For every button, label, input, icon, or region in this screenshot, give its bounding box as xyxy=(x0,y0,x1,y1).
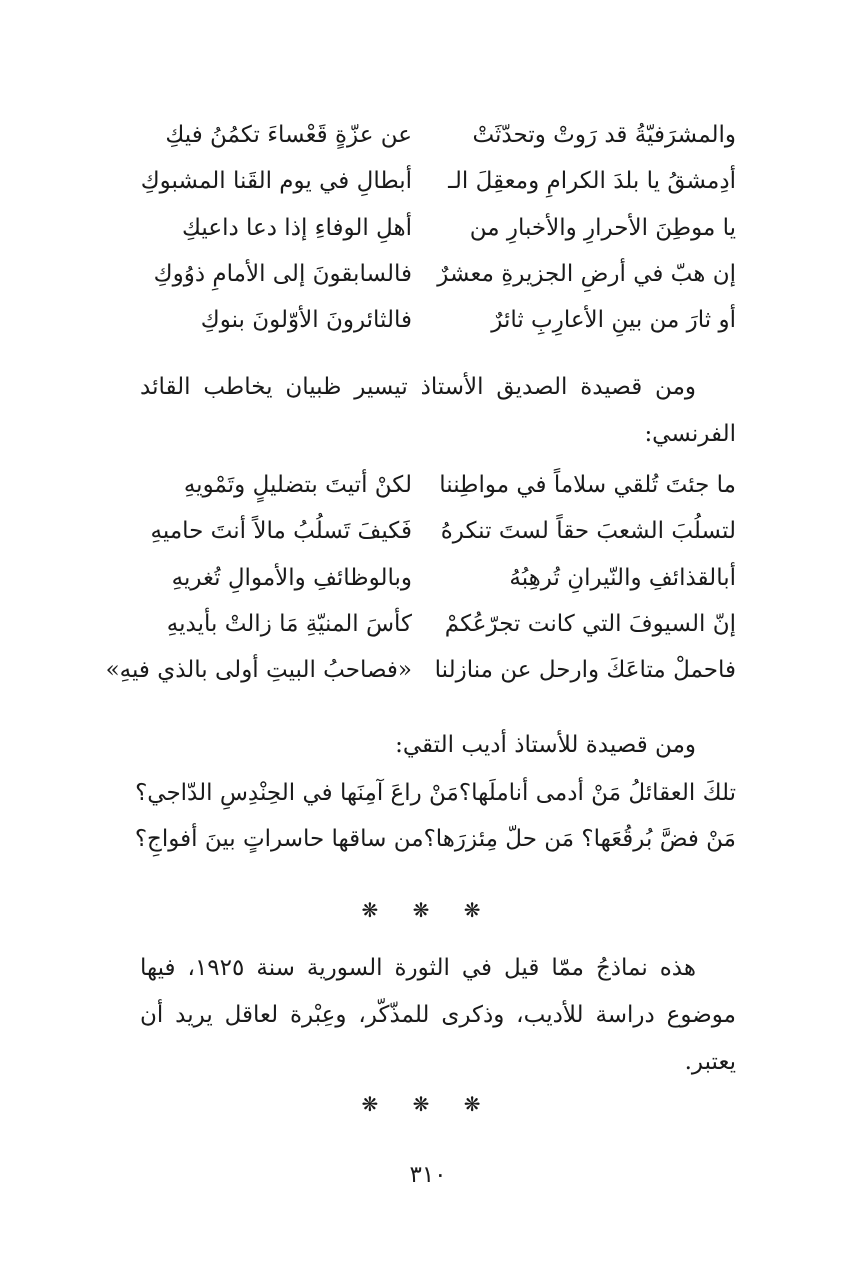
poem-1 xyxy=(140,112,736,343)
verse-line xyxy=(134,816,736,862)
verse-line xyxy=(140,601,736,647)
hemistich-first: إن هبّ في أرضِ الجزيرةِ معشرٌ xyxy=(437,260,736,287)
hemistich-second: فالثائرونَ الأوّلونَ بنوكِ xyxy=(200,307,412,334)
hemistich-second: كأسَ المنيّةِ مَا زالتْ بأيديهِ xyxy=(166,610,412,637)
verse-line xyxy=(140,508,736,554)
hemistich-first: أبالقذائفِ والنّيرانِ تُرهِبُهُ xyxy=(509,564,736,591)
poem-3 xyxy=(134,770,736,862)
verse-line xyxy=(140,251,736,297)
hemistich-first: تلكَ العقائلُ مَنْ أدمى أناملَها؟ xyxy=(458,780,736,806)
verse-line xyxy=(140,205,736,251)
section-separator: ❋ ❋ ❋ xyxy=(361,898,495,922)
hemistich-first: أدِمشقُ يا بلدَ الكرامِ ومعقِلَ الـ xyxy=(448,168,736,195)
intro-paragraph-2: ومن قصيدة الصديق الأستاذ تيسير ظبيان يخاطب القائد الفرنسي: xyxy=(140,374,736,447)
hemistich-second: لكنْ أتيتَ بتضليلٍ وتَمْويهِ xyxy=(183,472,412,498)
poem-2 xyxy=(105,462,736,693)
hemistich-first: مَنْ فضَّ بُرقُعَها؟ مَن حلّ مِئزرَها؟ xyxy=(423,826,736,852)
closing-paragraph: هذه نماذجُ ممّا قيل في الثورة السورية سنة ١٩٢٥، فيها موضوع دراسة للأديب، وذكرى للمذّكّر، وعِبْرة لعاقل يريد أن يعتبر. xyxy=(140,955,736,1075)
hemistich-second: عن عزّةٍ قَعْساءَ تكمُنُ فيكِ xyxy=(165,122,412,148)
verse-line xyxy=(105,647,736,693)
verse-line xyxy=(140,462,736,508)
hemistich-second: «فصاحبُ البيتِ أولى بالذي فيهِ» xyxy=(105,657,412,684)
hemistich-second: مَنْ راعَ آمِنَها في الحِنْدِسِ الدّاجي؟ xyxy=(135,780,459,806)
intro-paragraph-3: ومن قصيدة للأستاذ أديب التقي: xyxy=(395,732,696,758)
section-separator: ❋ ❋ ❋ xyxy=(361,1092,495,1116)
hemistich-first: والمشرَفيّةُ قد رَوتْ وتحدّثَتْ xyxy=(472,122,736,148)
hemistich-first: أو ثارَ من بينِ الأعارِبِ ثائرٌ xyxy=(491,307,736,334)
hemistich-first: يا موطِنَ الأحرارِ والأخبارِ من xyxy=(469,214,736,241)
page-number: ٣١٠ xyxy=(409,1162,447,1188)
verse-line xyxy=(140,112,736,158)
verse-line xyxy=(140,555,736,601)
hemistich-first: لتسلُبَ الشعبَ حقاً لستَ تنكرهُ xyxy=(440,518,736,545)
verse-line xyxy=(135,770,736,816)
hemistich-second: من ساقها حاسراتٍ بينَ أفواجِ؟ xyxy=(134,826,424,852)
hemistich-first: فاحملْ متاعَكَ وارحل عن منازلنا xyxy=(434,657,736,684)
verse-line xyxy=(140,297,736,343)
hemistich-first: ما جئتَ تُلقي سلاماً في مواطِننا xyxy=(439,472,736,498)
hemistich-second: فَكيفَ تَسلُبُ مالاً أنتَ حاميهِ xyxy=(150,518,412,545)
hemistich-second: فالسابقونَ إلى الأمامِ ذوُوكِ xyxy=(153,260,412,287)
hemistich-second: أهلِ الوفاءِ إذا دعا داعيكِ xyxy=(182,214,412,241)
verse-line xyxy=(140,158,736,204)
hemistich-second: وبالوظائفِ والأموالِ تُغريهِ xyxy=(171,564,412,591)
hemistich-second: أبطالِ في يوم القَنا المشبوكِ xyxy=(140,168,412,195)
hemistich-first: إنّ السيوفَ التي كانت تجرّعُكمْ xyxy=(444,610,736,637)
